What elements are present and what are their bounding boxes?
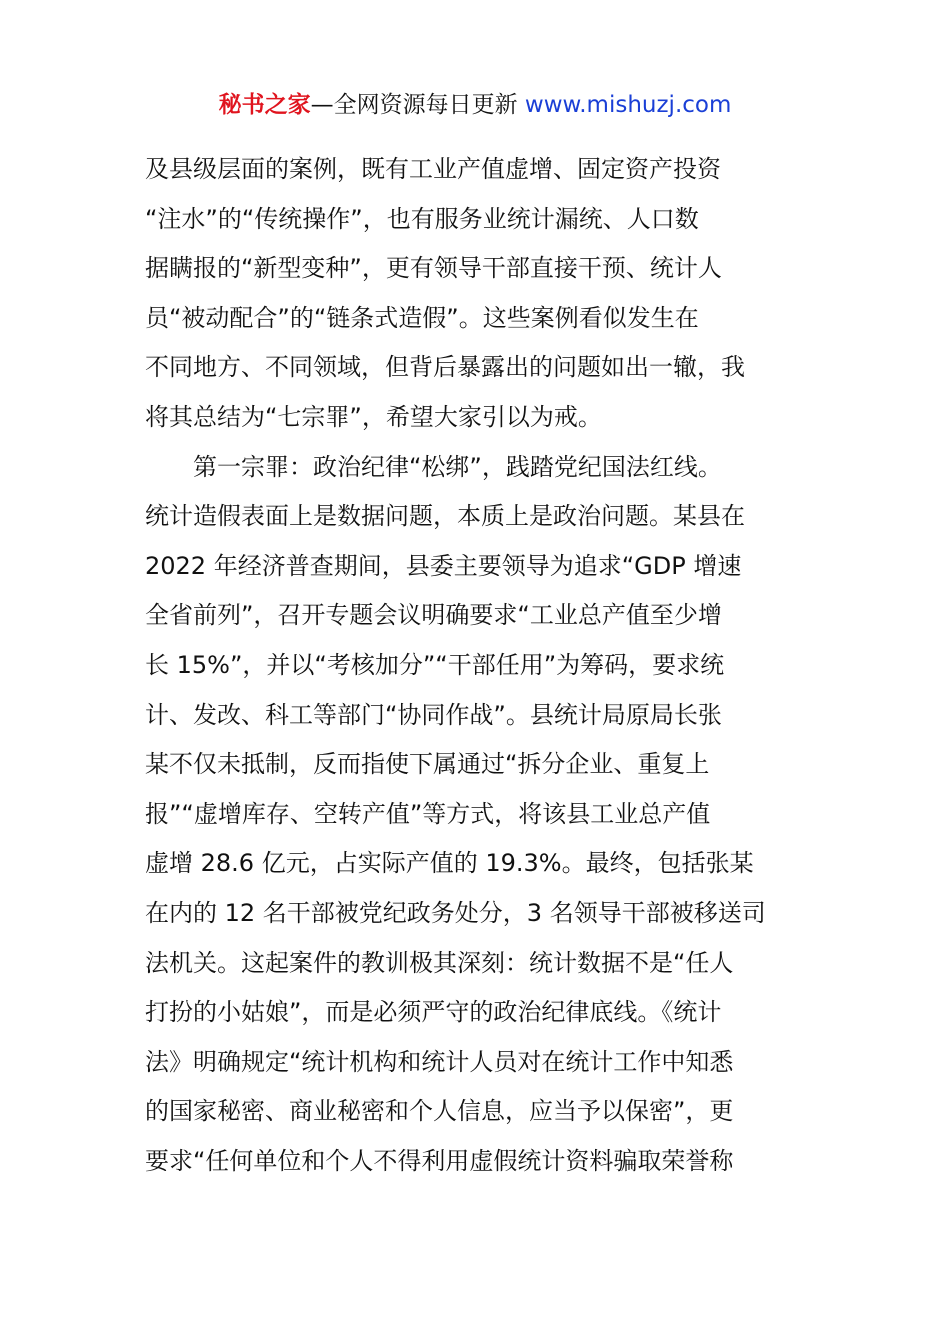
text-line: 虚增 28.6 亿元，占实际产值的 19.3%。最终，包括张某 [145, 849, 754, 878]
header-tagline: —全网资源每日更新 [310, 92, 518, 118]
text-line: 要求“任何单位和个人不得利用虚假统计资料骗取荣誉称 [145, 1146, 734, 1175]
text-line: 不同地方、不同领域，但背后暴露出的问题如出一辙，我 [145, 353, 745, 382]
text-line: 全省前列”，召开专题会议明确要求“工业总产值至少增 [145, 601, 722, 630]
text-line: 法》明确规定“统计机构和统计人员对在统计工作中知悉 [145, 1047, 734, 1076]
text-line: 打扮的小姑娘”，而是必须严守的政治纪律底线。《统计 [145, 998, 722, 1027]
paragraph-1 [145, 145, 810, 443]
text-line: 在内的 12 名干部被党纪政务处分，3 名领导干部被移送司 [145, 898, 766, 927]
text-line: 计、发改、科工等部门“协同作战”。县统计局原局长张 [145, 700, 722, 729]
text-line: 统计造假表面上是数据问题，本质上是政治问题。某县在 [145, 502, 745, 531]
text-line: “注水”的“传统操作”，也有服务业统计漏统、人口数 [145, 204, 699, 233]
text-line: 及县级层面的案例，既有工业产值虚增、固定资产投资 [145, 155, 721, 183]
text-line: 长 15%”，并以“考核加分”“干部任用”为筹码，要求统 [145, 650, 725, 679]
text-line: 员“被动配合”的“链条式造假”。这些案例看似发生在 [145, 303, 699, 332]
text-line: 将其总结为“七宗罪”，希望大家引以为戒。 [145, 402, 602, 431]
text-line: 据瞒报的“新型变种”，更有领导干部直接干预、统计人 [145, 254, 722, 283]
text-line: 法机关。这起案件的教训极其深刻：统计数据不是“任人 [145, 948, 734, 977]
section-heading: 第一宗罪：政治纪律“松绑”，践踏党纪国法红线。 [193, 452, 722, 481]
brand-name: 秘书之家 [218, 92, 311, 118]
text-line: 报”“虚增库存、空转产值”等方式，将该县工业总产值 [145, 799, 711, 828]
site-url[interactable]: www.mishuzj.com [524, 92, 732, 118]
document-body [145, 145, 810, 1186]
text-line: 某不仅未抵制，反而指使下属通过“拆分企业、重复上 [145, 750, 710, 779]
text-line: 的国家秘密、商业秘密和个人信息，应当予以保密”，更 [145, 1097, 734, 1126]
text-line: 2022 年经济普查期间，县委主要领导为追求“GDP 增速 [145, 551, 742, 580]
paragraph-2 [145, 443, 810, 1187]
page-header [0, 88, 950, 122]
